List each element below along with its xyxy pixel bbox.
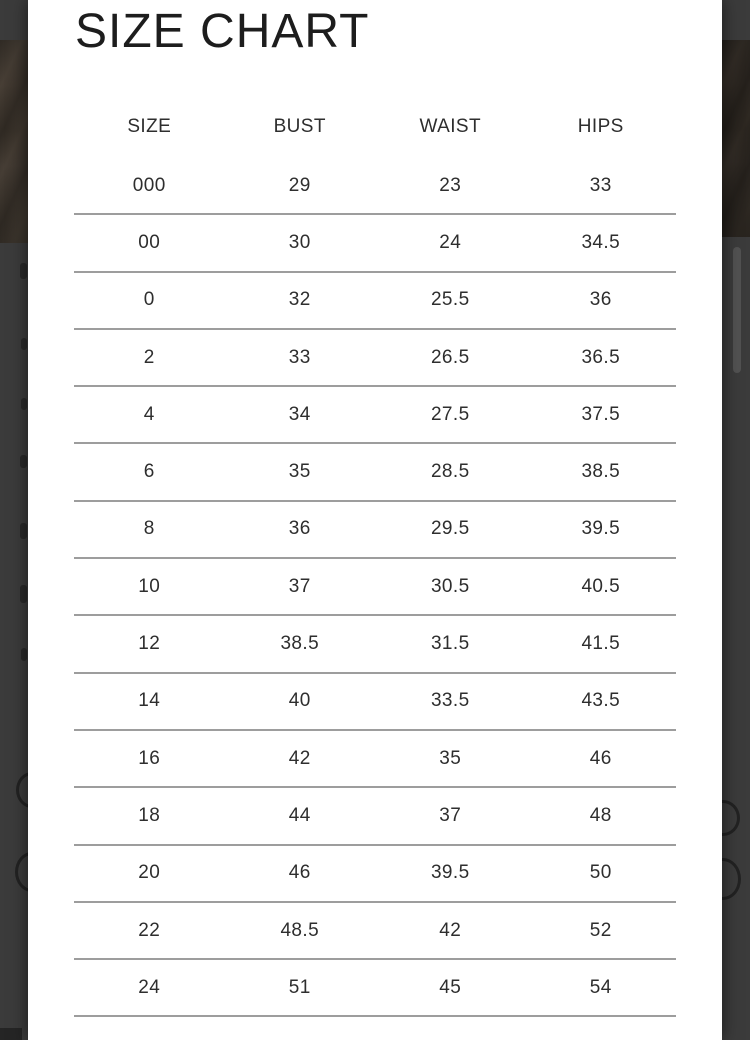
table-cell: 28.5 xyxy=(430,461,470,483)
dimmed-page-text xyxy=(21,398,27,410)
column-header: WAIST xyxy=(419,116,481,137)
table-cell: 34.5 xyxy=(581,231,621,253)
background-photo-right xyxy=(722,40,750,237)
table-cell: 35 xyxy=(439,747,462,769)
table-cell: 10 xyxy=(138,575,161,597)
table-row xyxy=(74,273,676,330)
table-row xyxy=(74,559,676,616)
table-cell: 000 xyxy=(132,174,166,196)
table-cell: 29 xyxy=(288,174,311,196)
table-cell: 30.5 xyxy=(430,575,470,597)
column-header: HIPS xyxy=(577,116,624,137)
table-header-row xyxy=(74,96,676,158)
table-cell: 0 xyxy=(143,289,155,311)
table-body xyxy=(74,158,676,1017)
table-cell: 38.5 xyxy=(581,461,621,483)
table-cell: 36.5 xyxy=(581,346,621,368)
table-cell: 29.5 xyxy=(430,518,470,540)
table-cell: 33 xyxy=(288,346,311,368)
table-row xyxy=(74,158,676,215)
table-cell: 16 xyxy=(138,747,161,769)
table-cell: 54 xyxy=(589,976,612,998)
table-cell: 35 xyxy=(288,461,311,483)
table-cell: 14 xyxy=(138,690,161,712)
table-cell: 26.5 xyxy=(430,346,470,368)
table-cell: 2 xyxy=(143,346,155,368)
backdrop-overlay-left[interactable] xyxy=(0,0,28,1040)
table-cell: 24 xyxy=(439,231,462,253)
scrollbar-thumb[interactable] xyxy=(733,247,741,373)
table-cell: 43.5 xyxy=(581,690,621,712)
table-cell: 32 xyxy=(288,289,311,311)
table-cell: 4 xyxy=(143,403,155,425)
dimmed-page-button xyxy=(722,858,741,900)
table-cell: 6 xyxy=(143,461,155,483)
table-row xyxy=(74,215,676,272)
column-header: BUST xyxy=(273,116,326,137)
table-cell: 30 xyxy=(288,231,311,253)
table-cell: 22 xyxy=(138,919,161,941)
size-chart-table xyxy=(74,96,676,1017)
dimmed-page-button xyxy=(16,772,28,808)
table-cell: 37 xyxy=(439,804,462,826)
table-cell: 41.5 xyxy=(581,633,621,655)
table-cell: 44 xyxy=(288,804,311,826)
table-cell: 40 xyxy=(288,690,311,712)
table-cell: 39.5 xyxy=(430,862,470,884)
dimmed-page-text xyxy=(20,523,27,539)
table-cell: 37 xyxy=(288,575,311,597)
table-cell: 39.5 xyxy=(581,518,621,540)
table-cell: 31.5 xyxy=(430,633,470,655)
table-row xyxy=(74,387,676,444)
backdrop-overlay-right[interactable] xyxy=(722,0,750,1040)
table-cell: 42 xyxy=(288,747,311,769)
table-row xyxy=(74,674,676,731)
table-cell: 12 xyxy=(138,633,161,655)
table-cell: 42 xyxy=(439,919,462,941)
table-cell: 38.5 xyxy=(280,633,320,655)
table-cell: 46 xyxy=(288,862,311,884)
table-cell: 48.5 xyxy=(280,919,320,941)
table-row xyxy=(74,502,676,559)
table-cell: 33.5 xyxy=(430,690,470,712)
table-cell: 36 xyxy=(288,518,311,540)
background-photo-left xyxy=(0,40,28,243)
table-cell: 24 xyxy=(138,976,161,998)
table-cell: 33 xyxy=(589,174,612,196)
dimmed-page-text xyxy=(20,455,27,468)
table-row xyxy=(74,960,676,1017)
dimmed-page-text xyxy=(20,263,27,279)
dimmed-page-text xyxy=(20,585,27,603)
table-cell: 25.5 xyxy=(430,289,470,311)
table-row xyxy=(74,903,676,960)
table-row xyxy=(74,731,676,788)
table-row xyxy=(74,788,676,845)
table-cell: 46 xyxy=(589,747,612,769)
table-cell: 27.5 xyxy=(430,403,470,425)
table-cell: 23 xyxy=(439,174,462,196)
page-title: SIZE CHART xyxy=(75,5,370,58)
table-cell: 36 xyxy=(589,289,612,311)
table-cell: 20 xyxy=(138,862,161,884)
table-cell: 51 xyxy=(288,976,311,998)
column-header: SIZE xyxy=(127,116,172,137)
size-chart-modal xyxy=(28,0,722,1040)
table-row xyxy=(74,616,676,673)
table-cell: 37.5 xyxy=(581,403,621,425)
dimmed-page-text xyxy=(21,648,27,661)
table-row xyxy=(74,444,676,501)
dimmed-page-text xyxy=(21,338,27,350)
dimmed-page-button xyxy=(15,852,28,892)
dimmed-page-button xyxy=(722,800,740,836)
table-cell: 52 xyxy=(589,919,612,941)
table-cell: 45 xyxy=(439,976,462,998)
table-cell: 50 xyxy=(589,862,612,884)
dimmed-page-element xyxy=(0,1028,22,1040)
table-cell: 00 xyxy=(138,231,161,253)
table-row xyxy=(74,846,676,903)
table-cell: 40.5 xyxy=(581,575,621,597)
table-cell: 18 xyxy=(138,804,161,826)
table-cell: 8 xyxy=(143,518,155,540)
table-row xyxy=(74,330,676,387)
table-cell: 48 xyxy=(589,804,612,826)
table-cell: 34 xyxy=(288,403,311,425)
